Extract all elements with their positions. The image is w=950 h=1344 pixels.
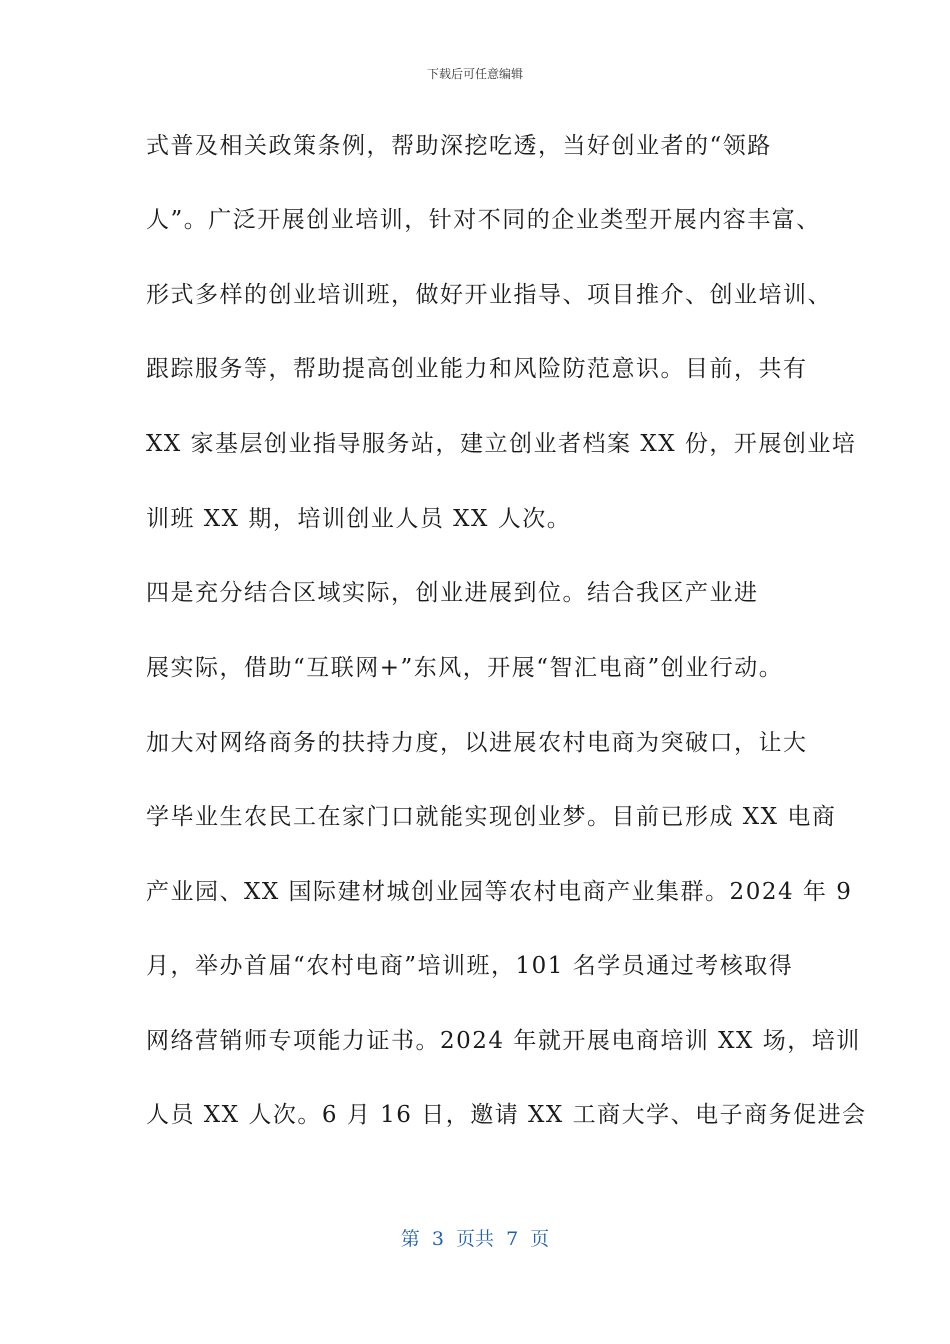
paragraph-1-line-6: 训班 XX 期，培训创业人员 XX 人次。 [146,506,572,532]
paragraph-1-line-4: 跟踪服务等，帮助提高创业能力和风险防范意识。目前，共有 [146,356,808,382]
paragraph-2-line-1: 四是充分结合区域实际，创业进展到位。结合我区产业进 [146,580,759,606]
paragraph-2-line-8: 人员 XX 人次。6 月 16 日，邀请 XX 工商大学、电子商务促进会 [146,1102,867,1128]
paragraph-2-line-6: 月，举办首届“农村电商”培训班，101 名学员通过考核取得 [146,953,794,979]
paragraph-2-line-4: 学毕业生农民工在家门口就能实现创业梦。目前已形成 XX 电商 [146,804,837,830]
paragraph-1-line-1: 式普及相关政策条例，帮助深挖吃透，当好创业者的“领路 [146,133,772,159]
paragraph-2-line-3: 加大对网络商务的扶持力度，以进展农村电商为突破口，让大 [146,730,808,756]
paragraph-2-line-2: 展实际，借助“互联网+”东风，开展“智汇电商”创业行动。 [146,655,784,681]
paragraph-1-line-5: XX 家基层创业指导服务站，建立创业者档案 XX 份，开展创业培 [146,431,857,457]
page-number-footer: 第 3 页共 7 页 [400,1228,550,1250]
paragraph-2-line-7: 网络营销师专项能力证书。2024 年就开展电商培训 XX 场，培训 [146,1028,861,1054]
paragraph-1-line-2: 人”。广泛开展创业培训，针对不同的企业类型开展内容丰富、 [146,207,821,233]
paragraph-1-line-3: 形式多样的创业培训班，做好开业指导、项目推介、创业培训、 [146,282,832,308]
page-header: 下载后可任意编辑 [426,67,523,81]
paragraph-2-line-5: 产业园、XX 国际建材城创业园等农村电商产业集群。2024 年 9 [146,879,853,905]
